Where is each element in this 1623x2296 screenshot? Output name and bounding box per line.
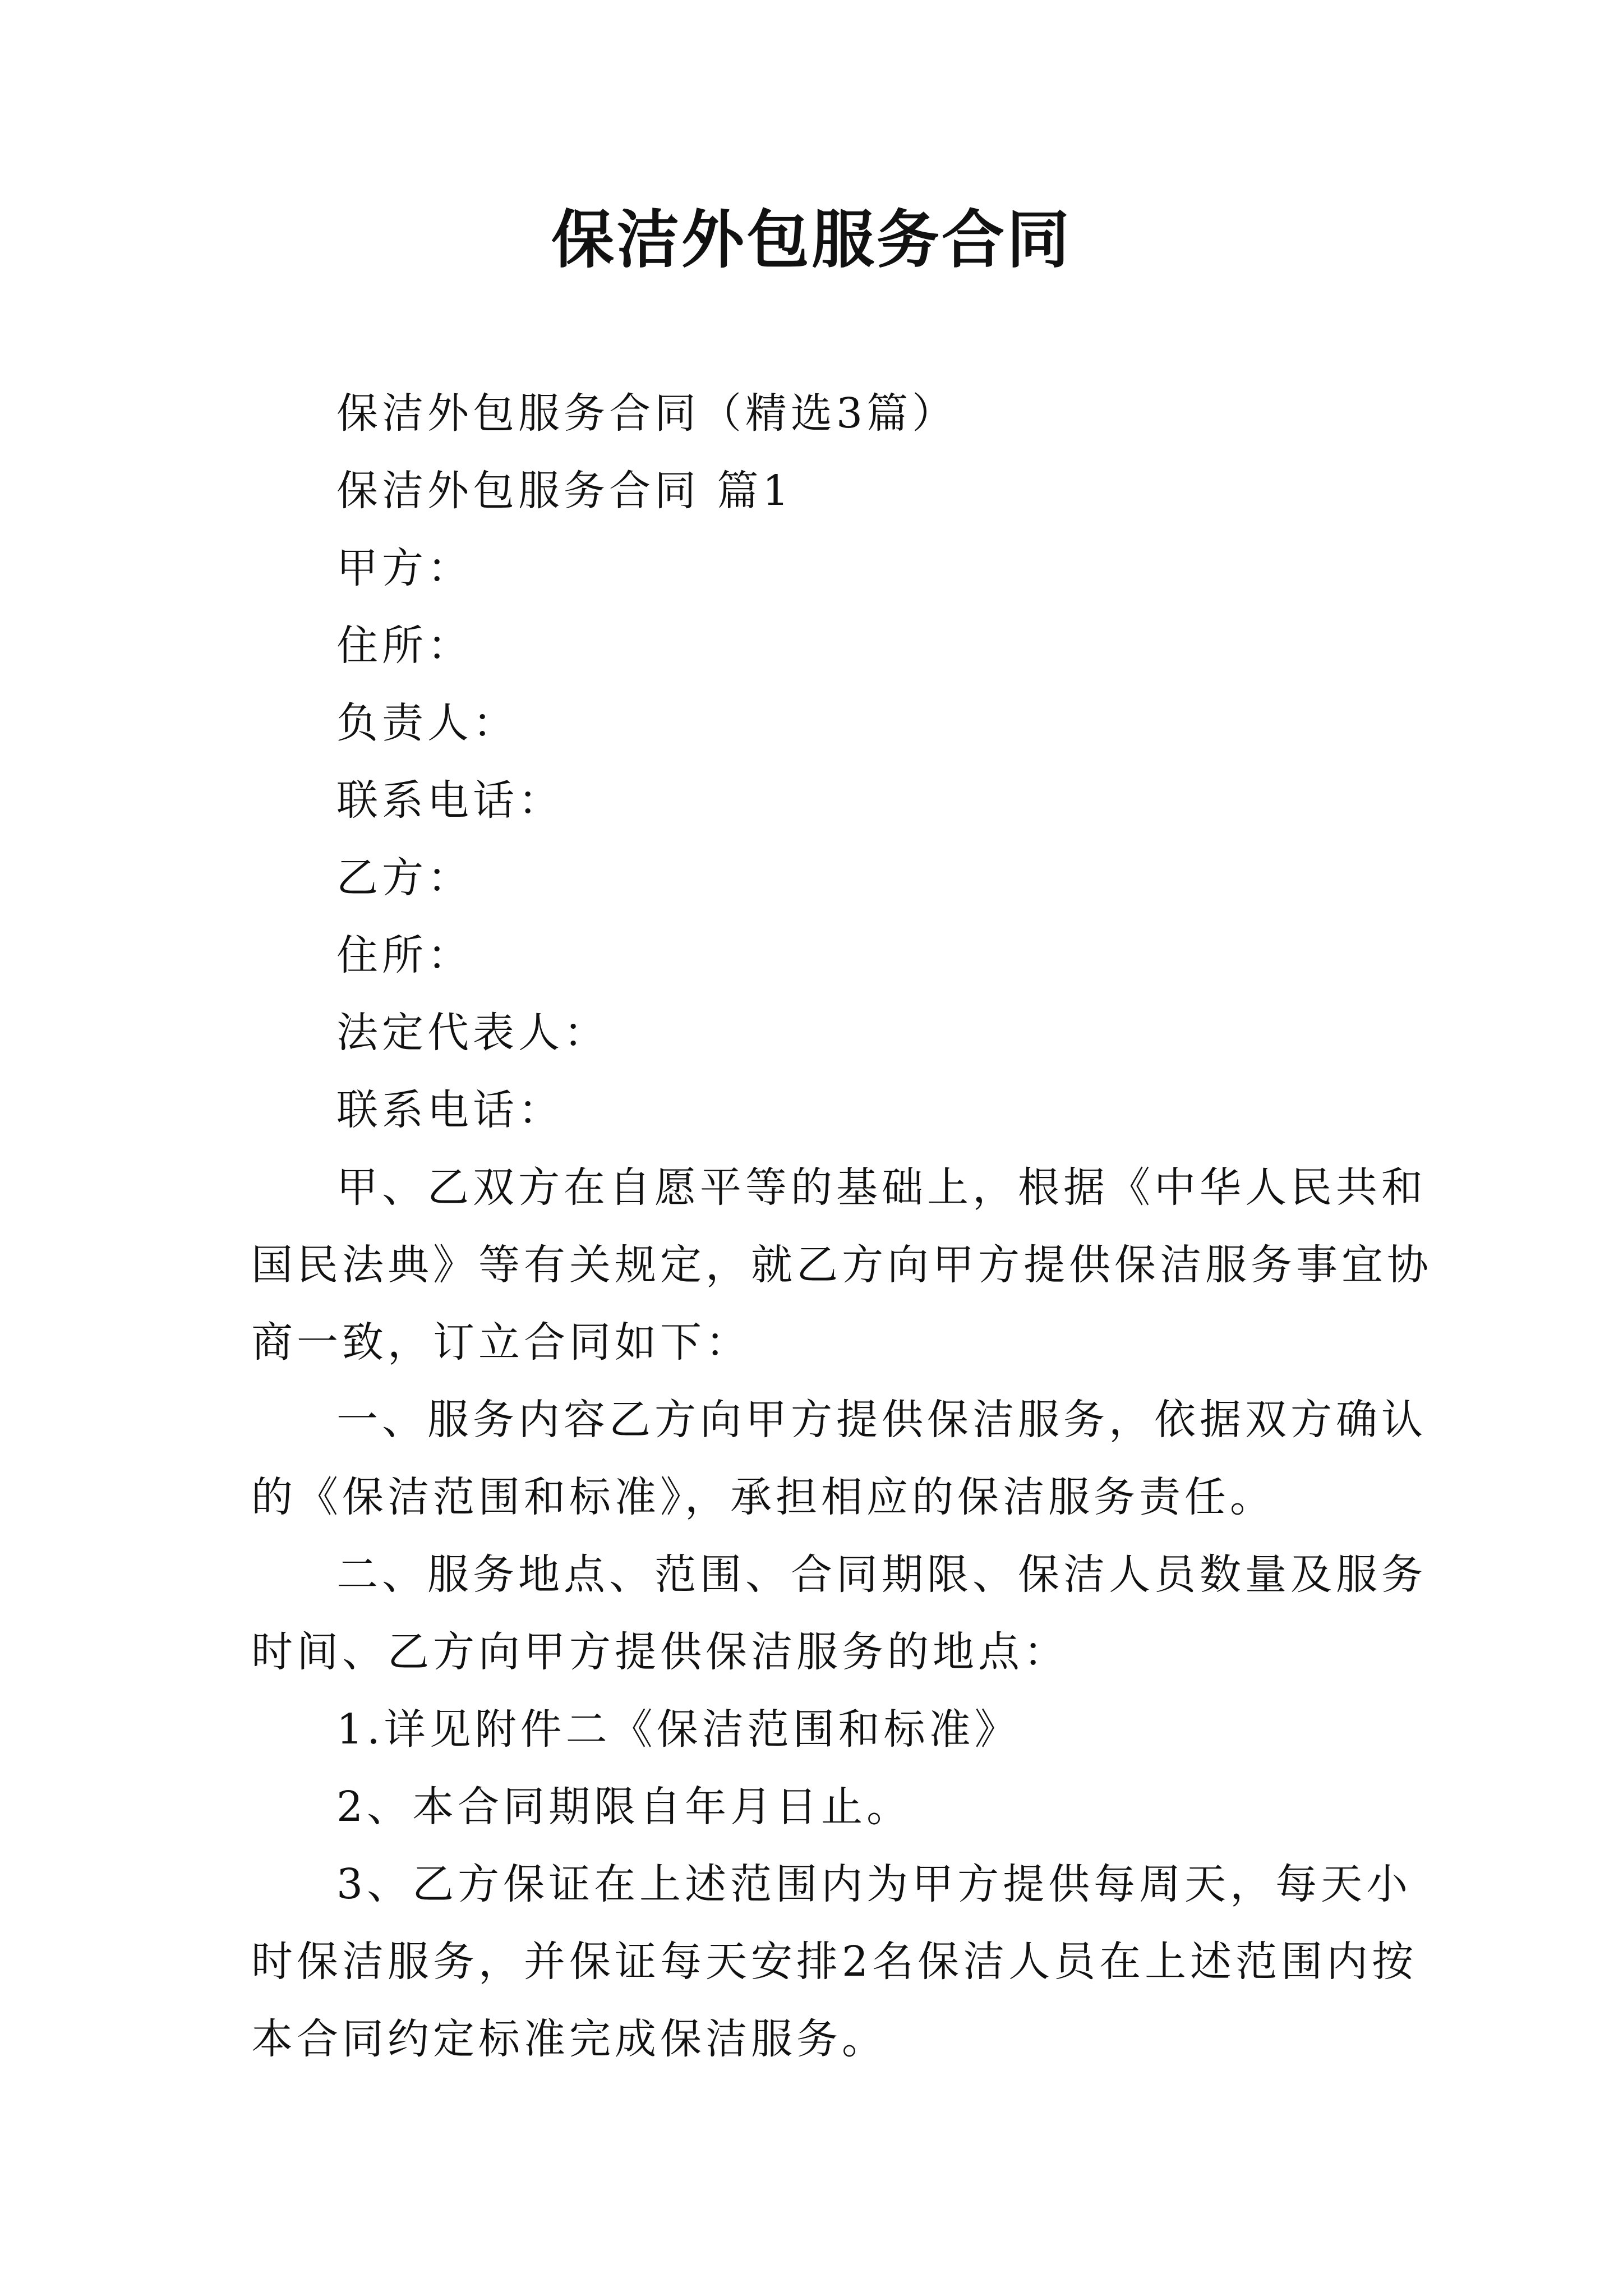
document-line: 时间、乙方向甲方提供保洁服务的地点：: [251, 1628, 1069, 1676]
document-line: 2、本合同期限自年月日止。: [336, 1783, 912, 1831]
document-line: 二、服务地点、范围、合同期限、保洁人员数量及服务: [336, 1550, 1427, 1599]
document-line: 国民法典》等有关规定，就乙方向甲方提供保洁服务事宜协: [251, 1241, 1432, 1289]
document-line: 保洁外包服务合同（精选3篇）: [336, 389, 958, 438]
document-line: 一、服务内容乙方向甲方提供保洁服务，依据双方确认: [336, 1396, 1427, 1444]
document-line: 保洁外包服务合同 篇1: [336, 467, 793, 515]
document-title: 保洁外包服务合同: [551, 204, 1072, 277]
document-line: 甲、乙双方在自愿平等的基础上，根据《中华人民共和: [336, 1163, 1427, 1212]
document-line: 联系电话：: [336, 1086, 564, 1134]
document-line: 1.详见附件二《保洁范围和标准》: [336, 1705, 1020, 1754]
document-line: 住所：: [336, 931, 473, 979]
document-line: 的《保洁范围和标准》，承担相应的保洁服务责任。: [251, 1473, 1275, 1521]
document-line: 住所：: [336, 622, 473, 670]
document-line: 法定代表人：: [336, 1009, 609, 1057]
document-body: [251, 375, 1432, 2078]
document-line: 时保洁服务，并保证每天安排2名保洁人员在上述范围内按: [251, 1938, 1418, 1986]
document-line: 联系电话：: [336, 776, 564, 825]
document-line: 负责人：: [336, 699, 518, 747]
document-line: 乙方：: [336, 854, 473, 902]
document-line: 3、乙方保证在上述范围内为甲方提供每周天，每天小: [336, 1860, 1412, 1908]
document-line: 本合同约定标准完成保洁服务。: [251, 2015, 887, 2063]
document-line: 甲方：: [336, 544, 473, 592]
document-line: 商一致，订立合同如下：: [251, 1318, 751, 1366]
